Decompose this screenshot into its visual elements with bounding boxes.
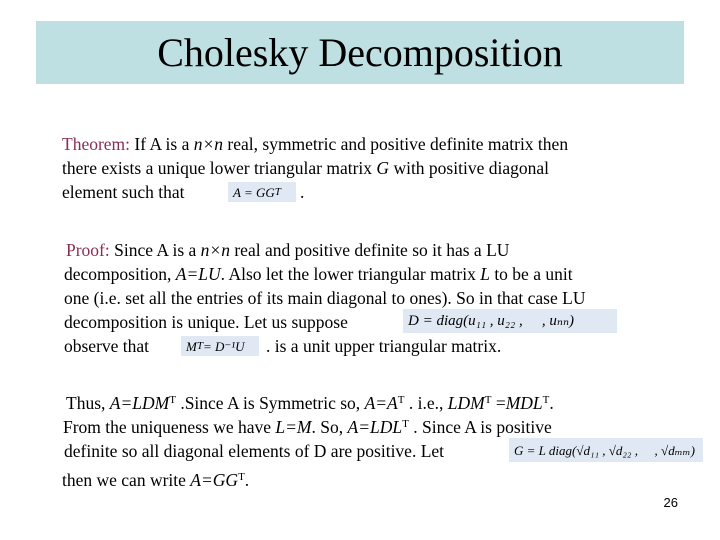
thus-line-4: then we can write $A=GG^T$. <box>62 470 250 490</box>
proof-label: Proof: <box>66 240 110 260</box>
proof-line-5-end: . is a unit upper triangular matrix. <box>266 336 502 356</box>
proof-line-1: Proof: Since A is a n×n real and positive definite so it has a LU <box>66 240 510 260</box>
proof-line-2: decomposition, A=LU. Also let the lower triangular matrix L to be a unit <box>64 264 573 284</box>
thus-line-3: definite so all diagonal elements of D are positive. Let <box>64 441 445 461</box>
thus-line-1: Thus, $A=LDM^T$ .Since A is Symmetric so, $A=A^T$ . i.e., $LDM^T =MDL^T$. <box>66 393 554 413</box>
page-number: 26 <box>663 495 678 510</box>
proof-line-5: observe that <box>64 336 150 356</box>
thus-line-2: From the uniqueness we have L=M. So, $A=LDL^T$ . Since A is positive <box>63 417 552 437</box>
theorem-line-2: there exists a unique lower triangular matrix G with positive diagonal <box>62 158 549 178</box>
proof-line-4: decomposition is unique. Let us suppose <box>64 312 348 332</box>
slide-title: Cholesky Decomposition <box>157 29 563 75</box>
equation-a-gg: A = GG T <box>228 182 296 202</box>
equation-d-diag: D = diag(u₁₁ , u₂₂ , ⃞ , uₙₙ) <box>403 309 617 333</box>
theorem-period: . <box>300 182 305 202</box>
proof-line-3: one (i.e. set all the entries of its main diagonal to ones). So in that case LU <box>64 288 586 308</box>
title-bar <box>36 21 684 84</box>
equation-g-diag: G = L diag(√d₁₁ , √d₂₂ , ⃞ , √dₘₘ) <box>509 438 703 462</box>
theorem-line-3: element such that <box>62 182 185 202</box>
equation-m-t: M T = D⁻¹U <box>181 336 259 356</box>
theorem-line-1: Theorem: If A is a n×n real, symmetric and positive definite matrix then <box>62 134 569 154</box>
theorem-label: Theorem: <box>62 134 131 154</box>
